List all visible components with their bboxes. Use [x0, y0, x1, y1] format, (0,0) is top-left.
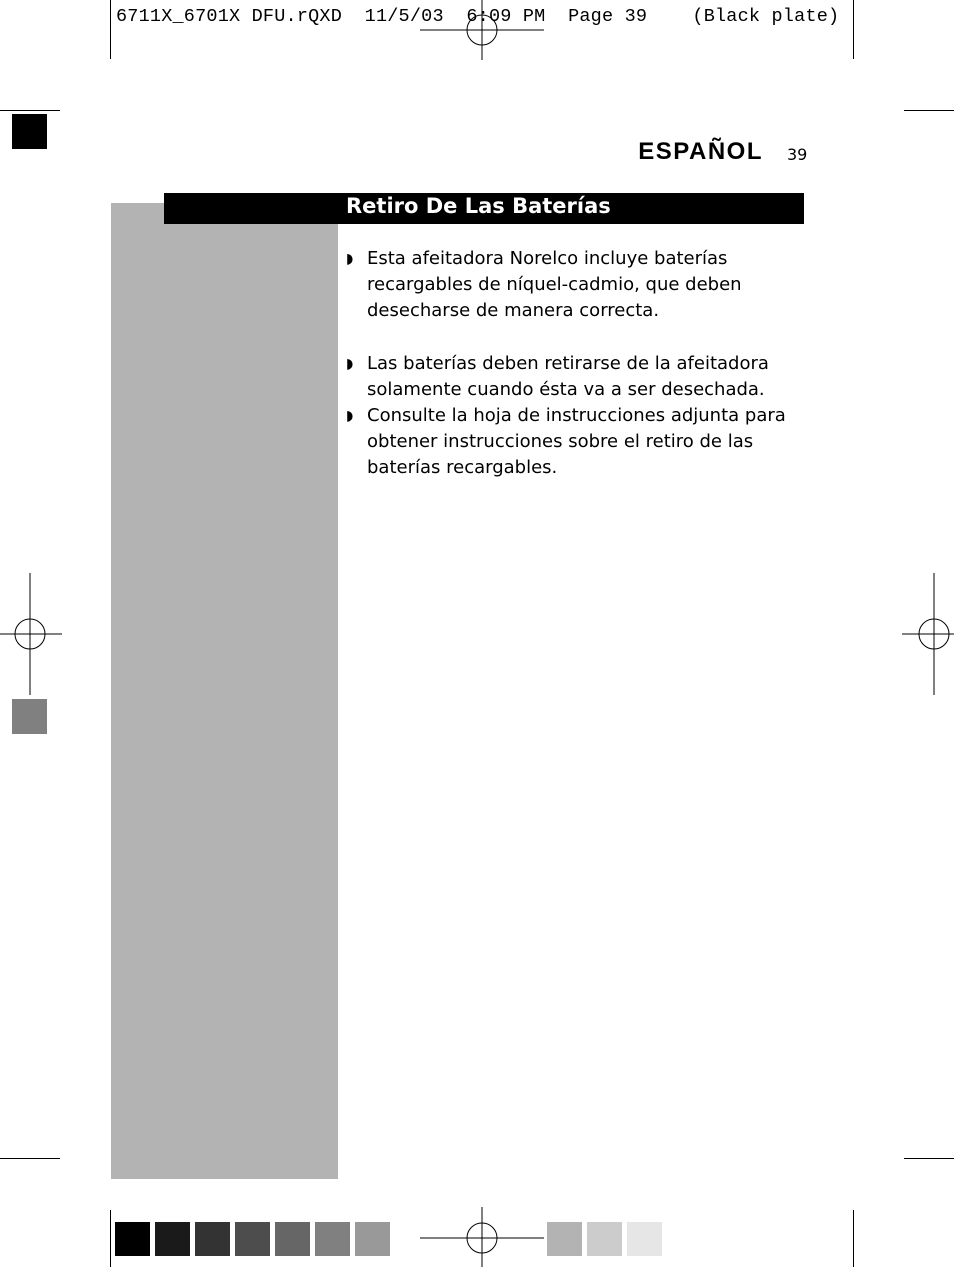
crop-mark: [853, 1210, 854, 1267]
instruction-list: [346, 246, 806, 482]
triangle-bullet-icon: ◗: [346, 251, 354, 267]
registration-mark-icon: [0, 573, 62, 695]
color-bar-swatch: [235, 1222, 270, 1256]
color-bar-swatch: [587, 1222, 622, 1256]
list-item: [346, 351, 806, 403]
crop-mark: [904, 110, 954, 111]
list-item: [346, 246, 806, 325]
gray-swatch: [12, 699, 47, 734]
list-item-text: Esta afeitadora Norelco incluye baterías recargables de níquel-cadmio, que deben desecharse de manera correcta.: [367, 248, 742, 322]
registration-mark-icon: [420, 0, 544, 62]
registration-mark-icon: [902, 573, 954, 695]
color-bar-swatch: [315, 1222, 350, 1256]
color-bar-swatch: [115, 1222, 150, 1256]
crop-mark: [0, 110, 60, 111]
printer-slug: 6711X_6701X DFU.rQXD 11/5/03 6:09 PM Page 39 (Black plate): [116, 6, 840, 27]
crop-mark: [110, 1210, 111, 1267]
crop-mark: [904, 1158, 954, 1159]
color-bar-swatch: [195, 1222, 230, 1256]
page-number: 39: [787, 145, 808, 164]
list-item: [346, 403, 806, 482]
crop-mark: [853, 0, 854, 59]
crop-mark: [0, 1158, 60, 1159]
triangle-bullet-icon: ◗: [346, 355, 354, 372]
color-bar-swatch: [275, 1222, 310, 1256]
color-bar-swatch: [627, 1222, 662, 1256]
color-bar-swatch: [355, 1222, 390, 1256]
registration-mark-icon: [420, 1207, 544, 1267]
section-title: Retiro De Las Baterías: [346, 194, 611, 218]
sidebar-gray-column: [111, 203, 338, 1179]
triangle-bullet-icon: ◗: [346, 408, 354, 425]
color-bar-swatch: [155, 1222, 190, 1256]
color-bar-swatch: [547, 1222, 582, 1256]
crop-mark: [110, 0, 111, 59]
list-item-text: Las baterías deben retirarse de la afeitadora solamente cuando ésta va a ser desechada.: [367, 352, 769, 400]
list-item-text: Consulte la hoja de instrucciones adjunta para obtener instrucciones sobre el retiro de las baterías recargables.: [367, 405, 786, 479]
language-heading: ESPAÑOL: [638, 138, 763, 165]
black-swatch: [12, 114, 47, 149]
